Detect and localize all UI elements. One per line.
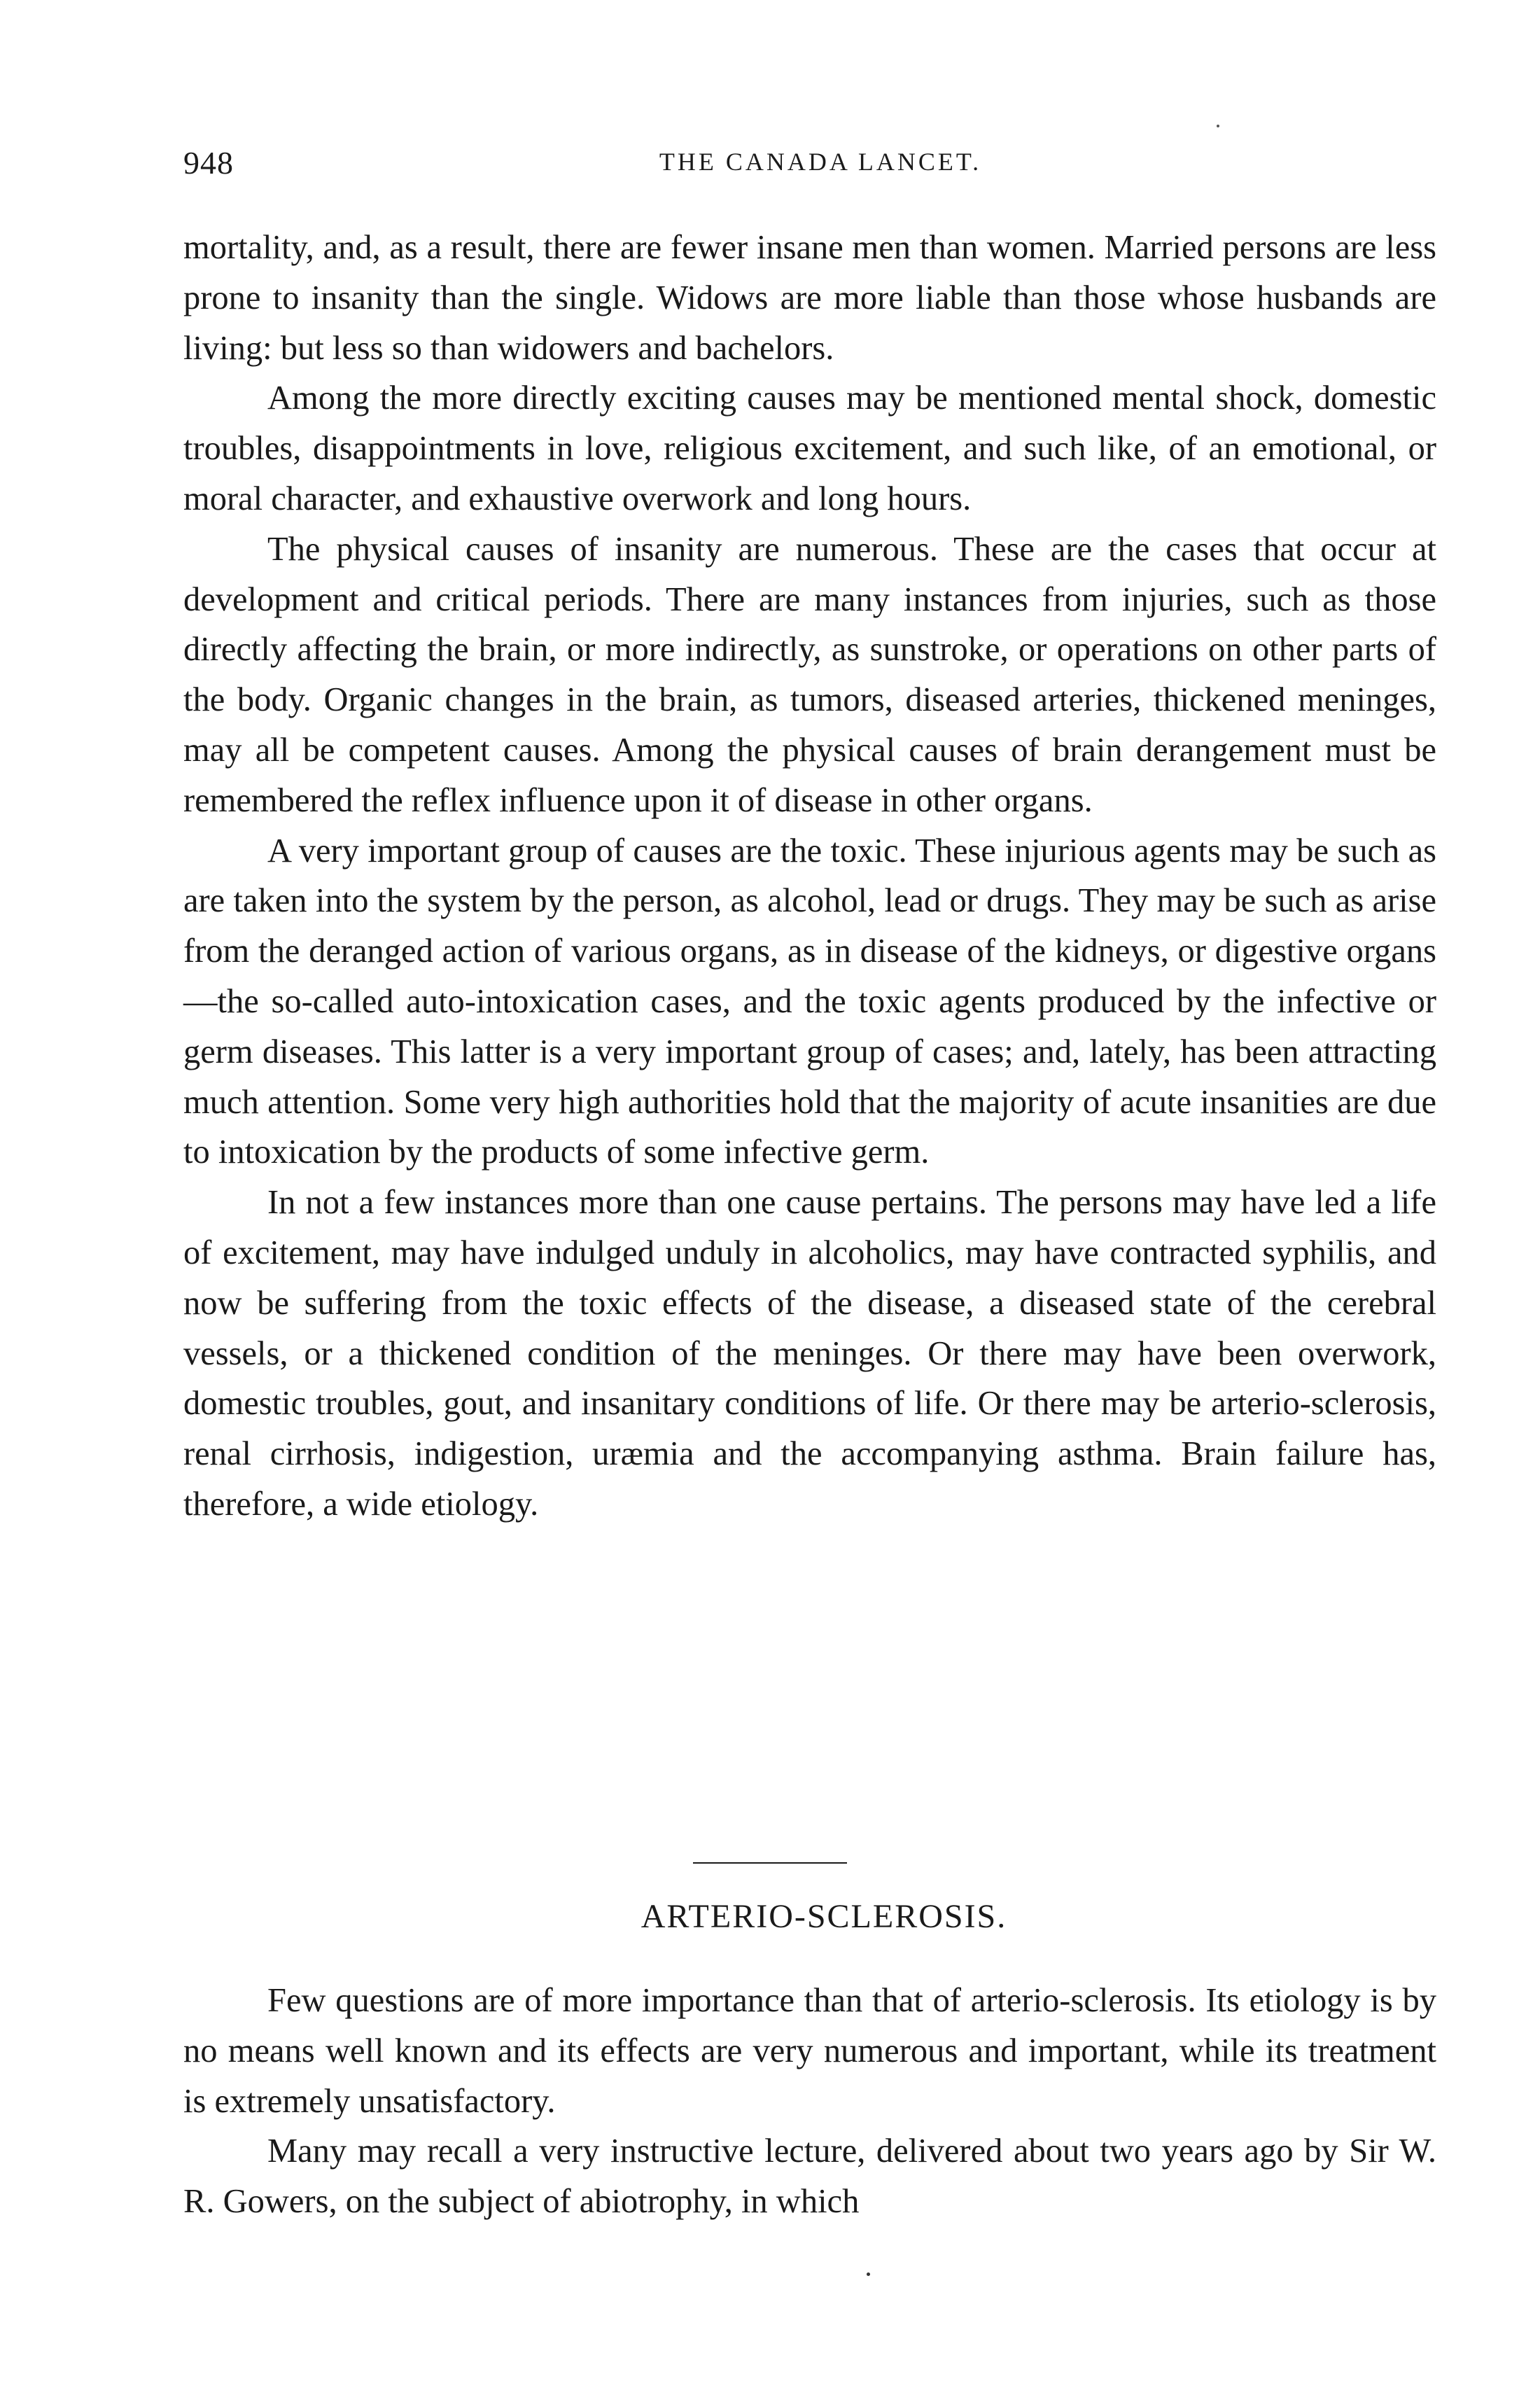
page-header	[183, 144, 1429, 186]
body-text	[183, 223, 1436, 1530]
paragraph: The physical causes of insanity are numerous. These are the cases that occur at development and critical periods. There are many instances from injuries, such as those directly affecting the brain, or more indirectly, as sunstroke, or operations on other parts of the body. Organic changes in the brain, as tumors, diseased arteries, thickened meninges, may all be competent causes. Among the physical causes of brain derangement must be remembered the reflex influence upon it of disease in other organs.	[183, 530, 1436, 819]
print-speck	[867, 2272, 870, 2276]
paragraph: Few questions are of more importance than that of arterio-sclerosis. Its etiology is by no means well known and its effects are very numerous and important, while its treatment is extremely unsatisfactory.	[183, 1982, 1436, 2120]
page-number: 948	[183, 145, 234, 181]
section-divider	[693, 1862, 847, 1864]
section-text	[183, 1976, 1436, 2227]
paragraph: A very important group of causes are the toxic. These injurious agents may be such as are taken into the system by the person, as alcohol, lead or drugs. They may be such as arise from the deranged action of various organs, as in disease of the kidneys, or digestive organs—the so-called auto-intoxication cases, and the toxic agents produced by the infective or germ diseases. This latter is a very important group of cases; and, lately, has been attracting much attention. Some very high authorities hold that the majority of acute insanities are due to intoxication by the products of some infective germ.	[183, 832, 1436, 1171]
paragraph: mortality, and, as a result, there are fewer insane men than women. Married persons are less prone to insanity than the single. Widows are more liable than those whose husbands are living: but less so than widowers and bachelors.	[183, 229, 1436, 367]
paragraph: Among the more directly exciting causes may be mentioned mental shock, domestic troubles, disappointments in love, religious excitement, and such like, of an emotional, or moral character, and exhaustive overwork and long hours.	[183, 379, 1436, 517]
section-heading: ARTERIO-SCLEROSIS.	[640, 1898, 1007, 1935]
running-head: THE CANADA LANCET.	[659, 148, 982, 176]
print-speck	[1217, 125, 1219, 127]
paragraph: In not a few instances more than one cause pertains. The persons may have led a life of excitement, may have indulged unduly in alcoholics, may have contracted syphilis, and now be suffering from the toxic effects of the disease, a diseased state of the cerebral vessels, or a thickened condition of the meninges. Or there may have been overwork, domestic troubles, gout, and insanitary conditions of life. Or there may be arterio-sclerosis, renal cirrhosis, indigestion, uræmia and the accompanying asthma. Brain failure has, therefore, a wide etiology.	[183, 1184, 1436, 1523]
paragraph: Many may recall a very instructive lecture, delivered about two years ago by Sir W. R. Gowers, on the subject of abiotrophy, in which	[183, 2132, 1436, 2221]
